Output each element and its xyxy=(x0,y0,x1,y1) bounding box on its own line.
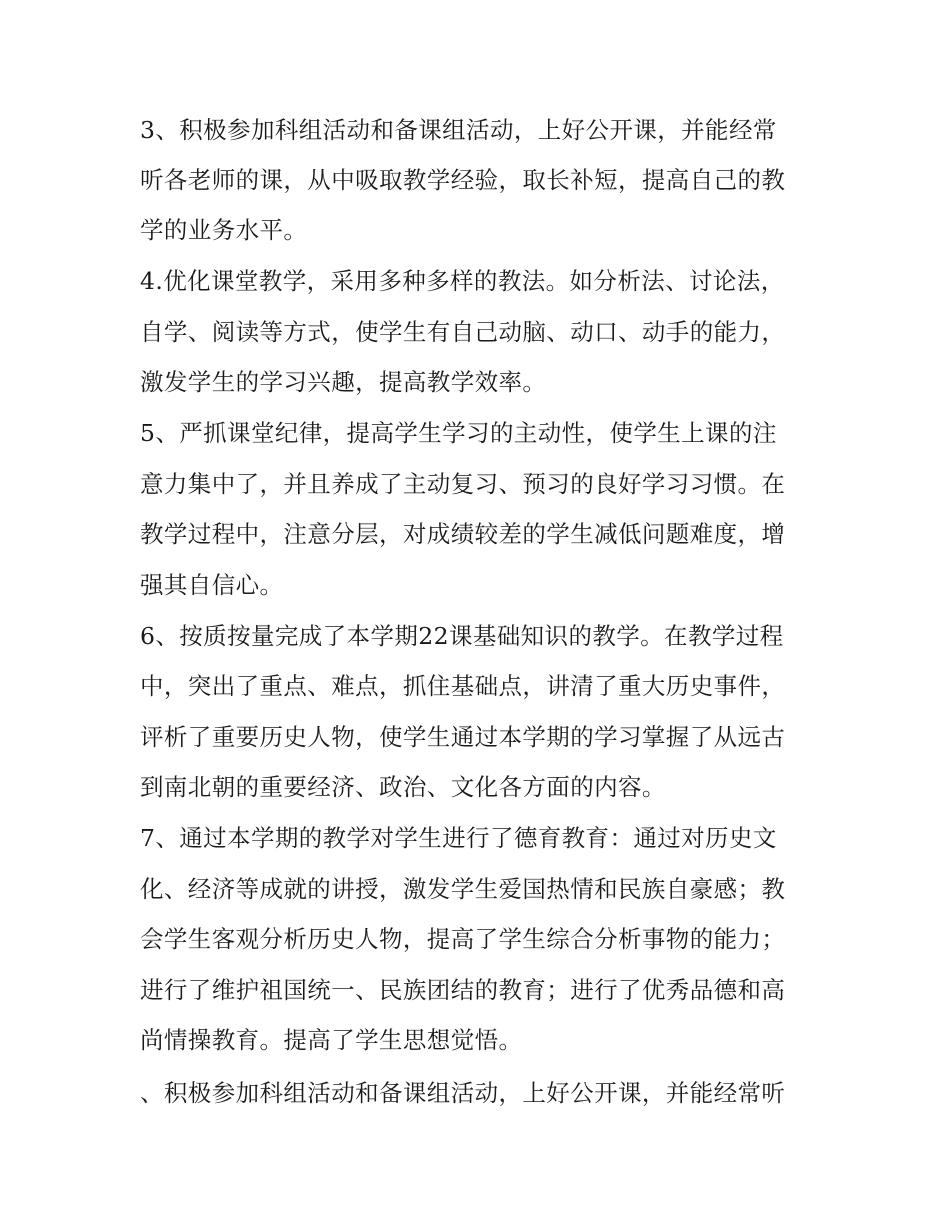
paragraph-line: 学的业务水平。 xyxy=(140,216,308,244)
paragraph-line: 教学过程中，注意分层，对成绩较差的学生减低问题难度，增 xyxy=(140,520,786,548)
paragraph-line: 激发学生的学习兴趣，提高教学效率。 xyxy=(140,368,547,396)
paragraph-line: 7、通过本学期的教学对学生进行了德育教育：通过对历史文 xyxy=(140,824,777,852)
paragraph-line: 、积极参加科组活动和备课组活动，上好公开课，并能经常听 xyxy=(140,1079,786,1107)
paragraph-line: 意力集中了，并且养成了主动复习、预习的良好学习习惯。在 xyxy=(140,470,786,498)
paragraph-line: 6、按质按量完成了本学期22课基础知识的教学。在教学过程 xyxy=(140,622,784,650)
paragraph-line: 到南北朝的重要经济、政治、文化各方面的内容。 xyxy=(140,773,666,801)
paragraph-line: 听各老师的课，从中吸取教学经验，取长补短，提高自己的教 xyxy=(140,166,786,194)
paragraph-line: 4.优化课堂教学，采用多种多样的教法。如分析法、讨论法， xyxy=(140,267,785,295)
paragraph-line: 中，突出了重点、难点，抓住基础点，讲清了重大历史事件， xyxy=(140,672,786,700)
paragraph-line: 3、积极参加科组活动和备课组活动，上好公开课，并能经常 xyxy=(140,116,777,144)
paragraph-line: 会学生客观分析历史人物，提高了学生综合分析事物的能力； xyxy=(140,925,786,953)
paragraph-line: 尚情操教育。提高了学生思想觉悟。 xyxy=(140,1026,523,1054)
paragraph-line: 进行了维护祖国统一、民族团结的教育；进行了优秀品德和高 xyxy=(140,976,786,1004)
paragraph-line: 自学、阅读等方式，使学生有自己动脑、动口、动手的能力， xyxy=(140,318,786,346)
paragraph-line: 化、经济等成就的讲授，激发学生爱国热情和民族自豪感；教 xyxy=(140,875,786,903)
paragraph-line: 评析了重要历史人物，使学生通过本学期的学习掌握了从远古 xyxy=(140,723,786,751)
paragraph-line: 5、严抓课堂纪律，提高学生学习的主动性，使学生上课的注 xyxy=(140,419,777,447)
paragraph-line: 强其自信心。 xyxy=(140,571,284,599)
